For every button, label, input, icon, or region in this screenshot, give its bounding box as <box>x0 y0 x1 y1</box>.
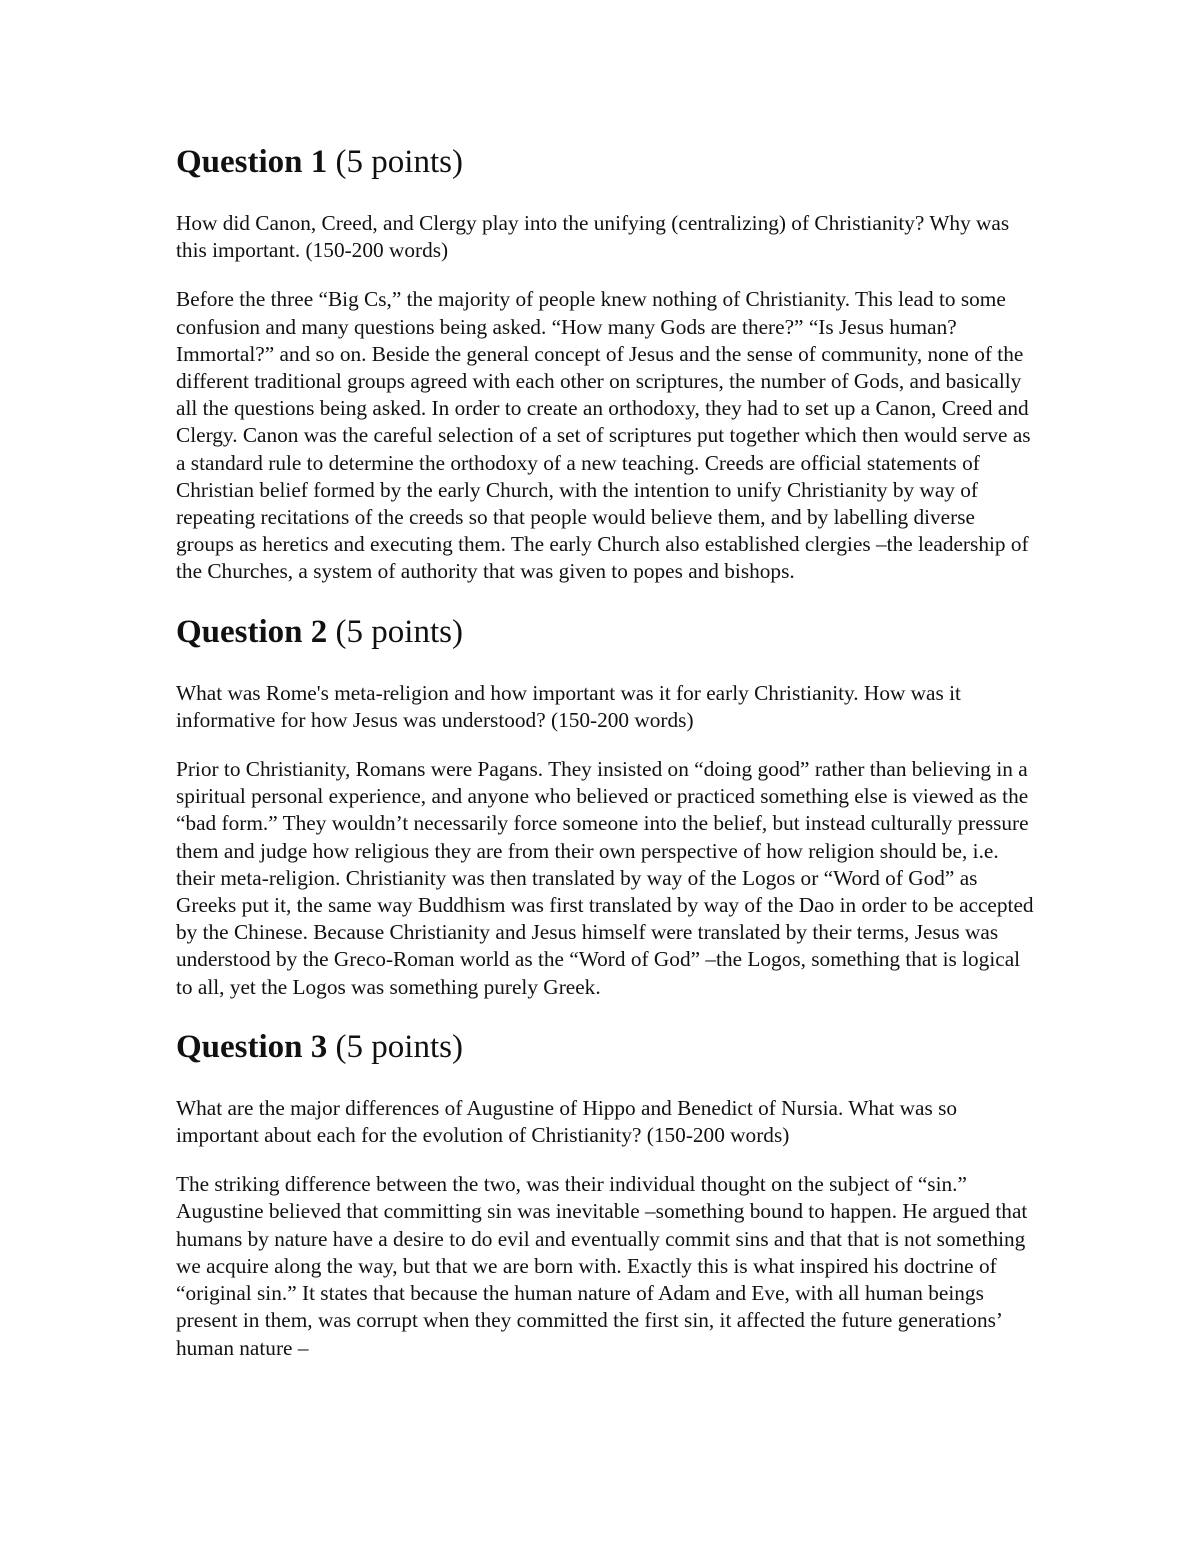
document-page <box>176 138 1036 1362</box>
question-answer: Before the three “Big Cs,” the majority of people knew nothing of Christianity. This lead to some confusion and many questions being asked. “How many Gods are there?” “Is Jesus human? Immortal?” and so on. Beside the general concept of Jesus and the sense of community, none of the different traditional groups agreed with each other on scriptures, the number of Gods, and basically all the questions being asked. In order to create an orthodoxy, they had to set up a Canon, Creed and Clergy. Canon was the careful selection of a set of scriptures put together which then would serve as a standard rule to determine the orthodoxy of a new teaching. Creeds are official statements of Christian belief formed by the early Church, with the intention to unify Christianity by way of repeating recitations of the creeds so that people would believe them, and by labelling diverse groups as heretics and executing them. The early Church also established clergies –the leadership of the Churches, a system of authority that was given to popes and bishops. <box>176 287 1031 584</box>
question-title: Question 3 <box>176 1028 328 1065</box>
question-points: (5 points) <box>335 144 463 180</box>
question-title: Question 1 <box>176 144 328 180</box>
question-title: Question 2 <box>176 613 328 650</box>
question-points: (5 points) <box>335 1028 463 1065</box>
question-prompt: How did Canon, Creed, and Clergy play into the unifying (centralizing) of Christianity? Why was this important. (150-200 words) <box>176 211 1010 263</box>
question-prompt: What are the major differences of Augustine of Hippo and Benedict of Nursia. What was so important about each for the evolution of Christianity? (150-200 words) <box>176 1095 958 1148</box>
question-answer: The striking difference between the two, was their individual thought on the subject of “sin.” Augustine believed that committing sin was inevitable –something bound to happen. He argued that humans by nature have a desire to do evil and eventually commit sins and that that is not something we acquire along the way, but that we are born with. Exactly this is what inspired his doctrine of “original sin.” It states that because the human nature of Adam and Eve, with all human beings present in them, was corrupt when they committed the first sin, it affected the future generations’ human nature – <box>176 1172 1028 1360</box>
question-section <box>176 138 1036 586</box>
question-heading <box>176 138 1036 186</box>
question-heading <box>176 1023 1036 1071</box>
question-section <box>176 1023 1036 1362</box>
question-section <box>176 608 1036 1001</box>
question-prompt: What was Rome's meta-religion and how important was it for early Christianity. How was it informative for how Jesus was understood? (150-200 words) <box>176 680 961 732</box>
question-answer: Prior to Christianity, Romans were Pagans. They insisted on “doing good” rather than believing in a spiritual personal experience, and anyone who believed or practiced something else is viewed as the “bad form.” They wouldn’t necessarily force someone into the belief, but instead culturally pressure them and judge how religious they are from their own perspective of how religion should be, i.e. their meta-religion. Christianity was then translated by way of the Logos or “Word of God” as Greeks put it, the same way Buddhism was first translated by way of the Dao in order to be accepted by the Chinese. Because Christianity and Jesus himself were translated by their terms, Jesus was understood by the Greco-Roman world as the “Word of God” –the Logos, something that is logical to all, yet the Logos was something purely Greek. <box>176 757 1034 999</box>
question-heading <box>176 608 1036 656</box>
question-points: (5 points) <box>335 613 463 650</box>
